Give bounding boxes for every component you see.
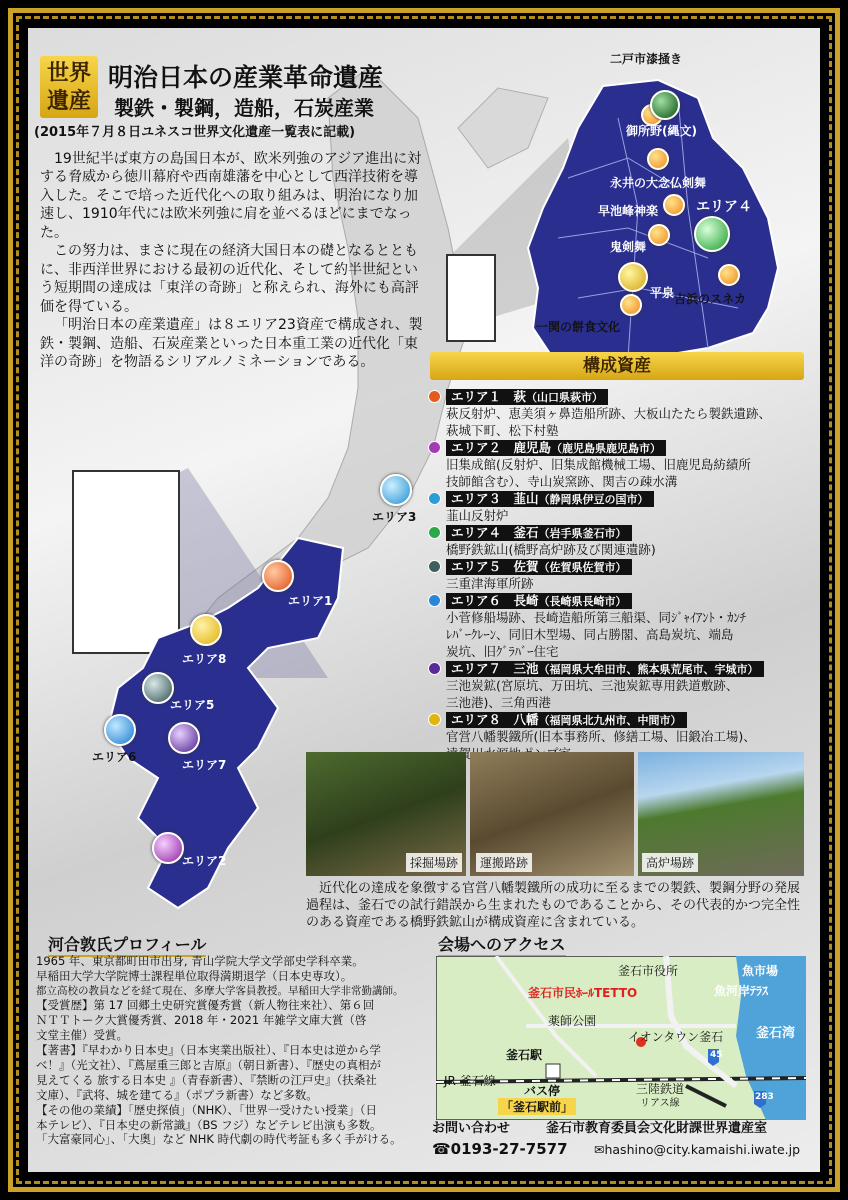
contact-org: 釜石市教育委員会文化財課世界遺産室 [546, 1121, 768, 1136]
iwate-label-yoshihama: 吉浜のスネカ [674, 292, 747, 306]
area-7-sites-2: 三池港)、三角西港 [446, 695, 551, 710]
photo-transport-route [470, 752, 634, 876]
area-7-dot [428, 662, 441, 675]
access-label-jr-line: JR 釜石線 [444, 1074, 496, 1088]
badge-top: 世界 [46, 60, 91, 86]
area-6-heading: エリア６ 長崎（長崎県長崎市） [446, 593, 632, 609]
area-6-sites-2: ﾚﾊﾞｰｸﾚｰﾝ、同旧木型場、同占勝閣、高島炭坑、端島 [446, 627, 734, 642]
access-label-sanriku: 三陸鉄道 [636, 1082, 685, 1096]
profile-line: 【その他の業績】「歴史探偵」（NHK）、「世界一受けたい授業」（日 [36, 1102, 378, 1117]
area-2-heading: エリア２ 鹿児島（鹿児島県鹿児島市） [446, 440, 666, 456]
iwate-marker-jomon [650, 90, 680, 120]
access-label-park: 薬師公園 [548, 1014, 597, 1028]
area-5-heading: エリア５ 佐賀（佐賀県佐賀市） [446, 559, 632, 575]
access-label-aeon: イオンタウン釜石 [628, 1030, 724, 1044]
profile-line: 1965 年、東京都町田市出身, 青山学院大学文学部史学科卒業。 [36, 954, 364, 968]
contact-phone[interactable]: ☎0193-27-7577 [432, 1140, 568, 1158]
kyushu-marker-area3 [380, 474, 412, 506]
access-label-city-hall: 釜石市役所 [618, 964, 679, 978]
iwate-marker-8 [718, 264, 740, 286]
area-1-sites-1: 萩反射炉、恵美須ヶ鼻造船所跡、大板山たたら製鉄遺跡、 [446, 406, 772, 421]
access-label-route283: 283 [755, 1092, 774, 1102]
area-2-dot [428, 441, 441, 454]
access-label-bay: 釜石湾 [756, 1026, 796, 1041]
area-2-block [428, 439, 818, 490]
iwate-label-hiraizumi: 平泉 [650, 286, 675, 300]
access-label-route45: 45 [710, 1050, 723, 1060]
profile-line: 【著書】『早わかり日本史』（日本実業出版社）、『日本史は逆から学 [36, 1042, 381, 1057]
profile-line: 見えてくる 旅する日本史 』（青春新書）、『禁断の江戸史』（扶桑社 [36, 1072, 377, 1087]
area-5-block [428, 558, 818, 592]
area-8-dot [428, 713, 441, 726]
photo-caption-furnace: 高炉場跡 [642, 853, 698, 872]
area-1-heading: エリア１ 萩（山口県萩市） [446, 389, 608, 405]
iwate-label-onikenbai: 鬼剣舞 [610, 240, 647, 254]
profile-heading: 河合敦氏プロフィール [48, 932, 206, 957]
area-7-sites-1: 三池炭鉱(宮原坑、万田坑、三池炭鉱専用鉄道敷跡、 [446, 678, 739, 693]
access-label-fish-market: 魚市場 [742, 964, 779, 978]
photo-caption-transport: 運搬路跡 [476, 853, 532, 872]
area-4-dot [428, 526, 441, 539]
profile-line: ＮＴＴトーク大賞優秀賞、2018 年・2021 年雑学文庫大賞（啓 [36, 1012, 367, 1027]
kyushu-label-area1: エリア1 [288, 594, 333, 608]
kyushu-label-area8: エリア8 [182, 652, 227, 666]
access-label-terrace: 魚河岸ﾃﾗｽ [714, 984, 769, 998]
access-label-bus-stop-name: 「釜石駅前」 [498, 1098, 576, 1115]
profile-line: べ！』（光文社）、『蔦屋重三郎と吉原』（朝日新書）、『歴史の真相が [36, 1057, 381, 1072]
area-4-heading: エリア４ 釜石（岩手県釜石市） [446, 525, 632, 541]
profile-line: 本テレビ）、『日本史の新常識』（BS フジ）などテレビ出演も多数。 [36, 1117, 382, 1132]
area-5-sites-1: 三重津海軍所跡 [446, 576, 534, 591]
access-label-rias: リアス線 [640, 1098, 680, 1109]
kyushu-marker-area7 [168, 722, 200, 754]
iwate-marker-9 [620, 294, 642, 316]
area-4-sites-1: 橋野鉄鉱山(橋野高炉跡及び関連遺跡) [446, 542, 656, 557]
area-5-dot [428, 560, 441, 573]
badge-bottom: 遺産 [46, 88, 91, 114]
iwate-marker-6 [648, 224, 670, 246]
area-4-block [428, 524, 818, 558]
iwate-location-inset [446, 254, 496, 342]
area-8-sites-1: 官営八幡製鐵所(旧本事務所、修繕工場、旧鍛冶工場)、 [446, 729, 756, 744]
access-label-bus-stop: バス停 [524, 1084, 561, 1098]
intro-text [40, 150, 428, 372]
iwate-label-hayachine: 早池峰神楽 [598, 204, 659, 218]
area-6-sites-1: 小菅修船場跡、長崎造船所第三船渠、同ｼﾞｬｲｱﾝﾄ・ｶﾝﾁ [446, 610, 747, 625]
page-subtitle: 製鉄・製鋼，造船，石炭産業 [114, 96, 374, 120]
photo-furnace-site [638, 752, 804, 876]
kyushu-label-area6: エリア6 [92, 750, 137, 764]
profile-line: 「大富豪同心」、「大奥」など NHK 時代劇の時代考証も多く手がける。 [36, 1132, 402, 1147]
iwate-label-goshono: 御所野(縄文) [626, 124, 697, 138]
page-title: 明治日本の産業革命遺産 [108, 63, 384, 92]
profile-line: 文堂主催）受賞。 [36, 1027, 128, 1042]
kyushu-label-area5: エリア5 [170, 698, 215, 712]
access-heading: 会場へのアクセス [438, 932, 566, 957]
poster-paper [28, 28, 820, 1172]
area-3-sites-1: 韮山反射炉 [446, 508, 509, 523]
contact-email[interactable]: ✉hashino@city.kamaishi.iwate.jp [594, 1142, 801, 1157]
area-7-heading: エリア７ 三池（福岡県大牟田市、熊本県荒尾市、宇城市） [446, 661, 764, 677]
profile-line: 早稲田大学大学院博士課程単位取得満期退学（日本史専攻）。 [36, 968, 353, 983]
area-6-dot [428, 594, 441, 607]
area-1-dot [428, 390, 441, 403]
contact-label: お問い合わせ [432, 1121, 511, 1136]
kyushu-label-area2: エリア2 [182, 854, 227, 868]
profile-line: 都立高校の教員などを経て現在、多摩大学客員教授。早稲田大学非常勤講師。 [36, 984, 404, 997]
kyushu-label-area7: エリア7 [182, 758, 227, 772]
iwate-label-ichinoseki: 一関の餅食文化 [536, 320, 621, 334]
iwate-label-area4: エリア４ [696, 199, 752, 215]
area-2-sites-2: 技師館含む）、寺山炭窯跡、関吉の疎水溝 [446, 474, 678, 489]
access-label-station: 釜石駅 [506, 1048, 543, 1062]
inscription-note: (2015年７月８日ユネスコ世界文化遺産一覧表に記載) [34, 125, 356, 140]
assets-heading: 構成資産 [430, 352, 804, 380]
access-label-venue: 釜石市民ﾎｰﾙTETTO [528, 986, 638, 1000]
kyushu-marker-area8 [190, 614, 222, 646]
iwate-marker-3 [647, 148, 669, 170]
kyushu-marker-area6 [104, 714, 136, 746]
kyushu-marker-area2 [152, 832, 184, 864]
area-7-block [428, 660, 818, 711]
iwate-marker-area4 [694, 216, 730, 252]
intro-paragraph-1: 19世紀半ば東方の島国日本が、欧米列強のアジア進出に対する脅威から徳川幕府や西南雄藩を中心として西洋技術を導入した。そこで培った近代化への取り組みは、明治になり加速し、1910年代には欧米列強に肩を並べるほどにまでなった。 [40, 151, 422, 241]
kyushu-label-area3: エリア3 [372, 510, 417, 524]
photos-description: 近代化の達成を象徴する官営八幡製鐵所の成功に至るまでの製鉄、製鋼分野の発展過程は、釜石での試行錯誤から生まれたものであることから、その代表的かつ完全性のある資産である橋野鉄鉱山が構成資産に含まれている。 [306, 881, 801, 931]
iwate-marker-4 [663, 194, 685, 216]
area-6-block [428, 592, 818, 660]
iwate-marker-hiraizumi [618, 262, 648, 292]
area-3-dot [428, 492, 441, 505]
area-8-heading: エリア８ 八幡（福岡県北九州市、中間市） [446, 712, 687, 728]
area-1-sites-2: 萩城下町、松下村塾 [446, 423, 559, 438]
area-2-sites-1: 旧集成館(反射炉、旧集成館機械工場、旧鹿児島紡績所 [446, 457, 751, 472]
profile-line: 文庫）、『武将、城を建てる』（ポプラ新書）など多数。 [36, 1087, 318, 1102]
profile-text [36, 954, 428, 1147]
area-3-block [428, 490, 818, 524]
iwate-label-nagai: 永井の大念仏剣舞 [610, 176, 707, 190]
access-map [436, 956, 806, 1120]
area-3-heading: エリア３ 韮山（静岡県伊豆の国市） [446, 491, 654, 507]
world-heritage-badge [40, 56, 98, 118]
photo-mining-site [306, 752, 466, 876]
area-1-block [428, 388, 818, 439]
assets-list [428, 388, 818, 762]
intro-paragraph-2: この努力は、まさに現在の経済大国日本の礎となるとともに、非西洋世界における最初の近代化、そして約半世紀という短期間の達成は「東洋の奇跡」と称えられ、海外にも高評価を得ている。 [40, 243, 419, 315]
area-6-sites-3: 炭坑、旧ｸﾞﾗﾊﾞｰ住宅 [446, 644, 559, 659]
photo-caption-mining: 採掘場跡 [406, 853, 462, 872]
kyushu-marker-area1 [262, 560, 294, 592]
iwate-label-ninohe: 二戸市漆掻き [610, 52, 683, 66]
intro-paragraph-3: 「明治日本の産業遺産」は８エリア23資産で構成され、製鉄・製鋼、造船、石炭産業といった日本重工業の近代化「東洋の奇跡」を物語るシリアルノミネーションである。 [40, 317, 423, 371]
profile-line: 【受賞歴】第 17 回郷土史研究賞優秀賞（新人物往来社）、第６回 [36, 998, 375, 1013]
